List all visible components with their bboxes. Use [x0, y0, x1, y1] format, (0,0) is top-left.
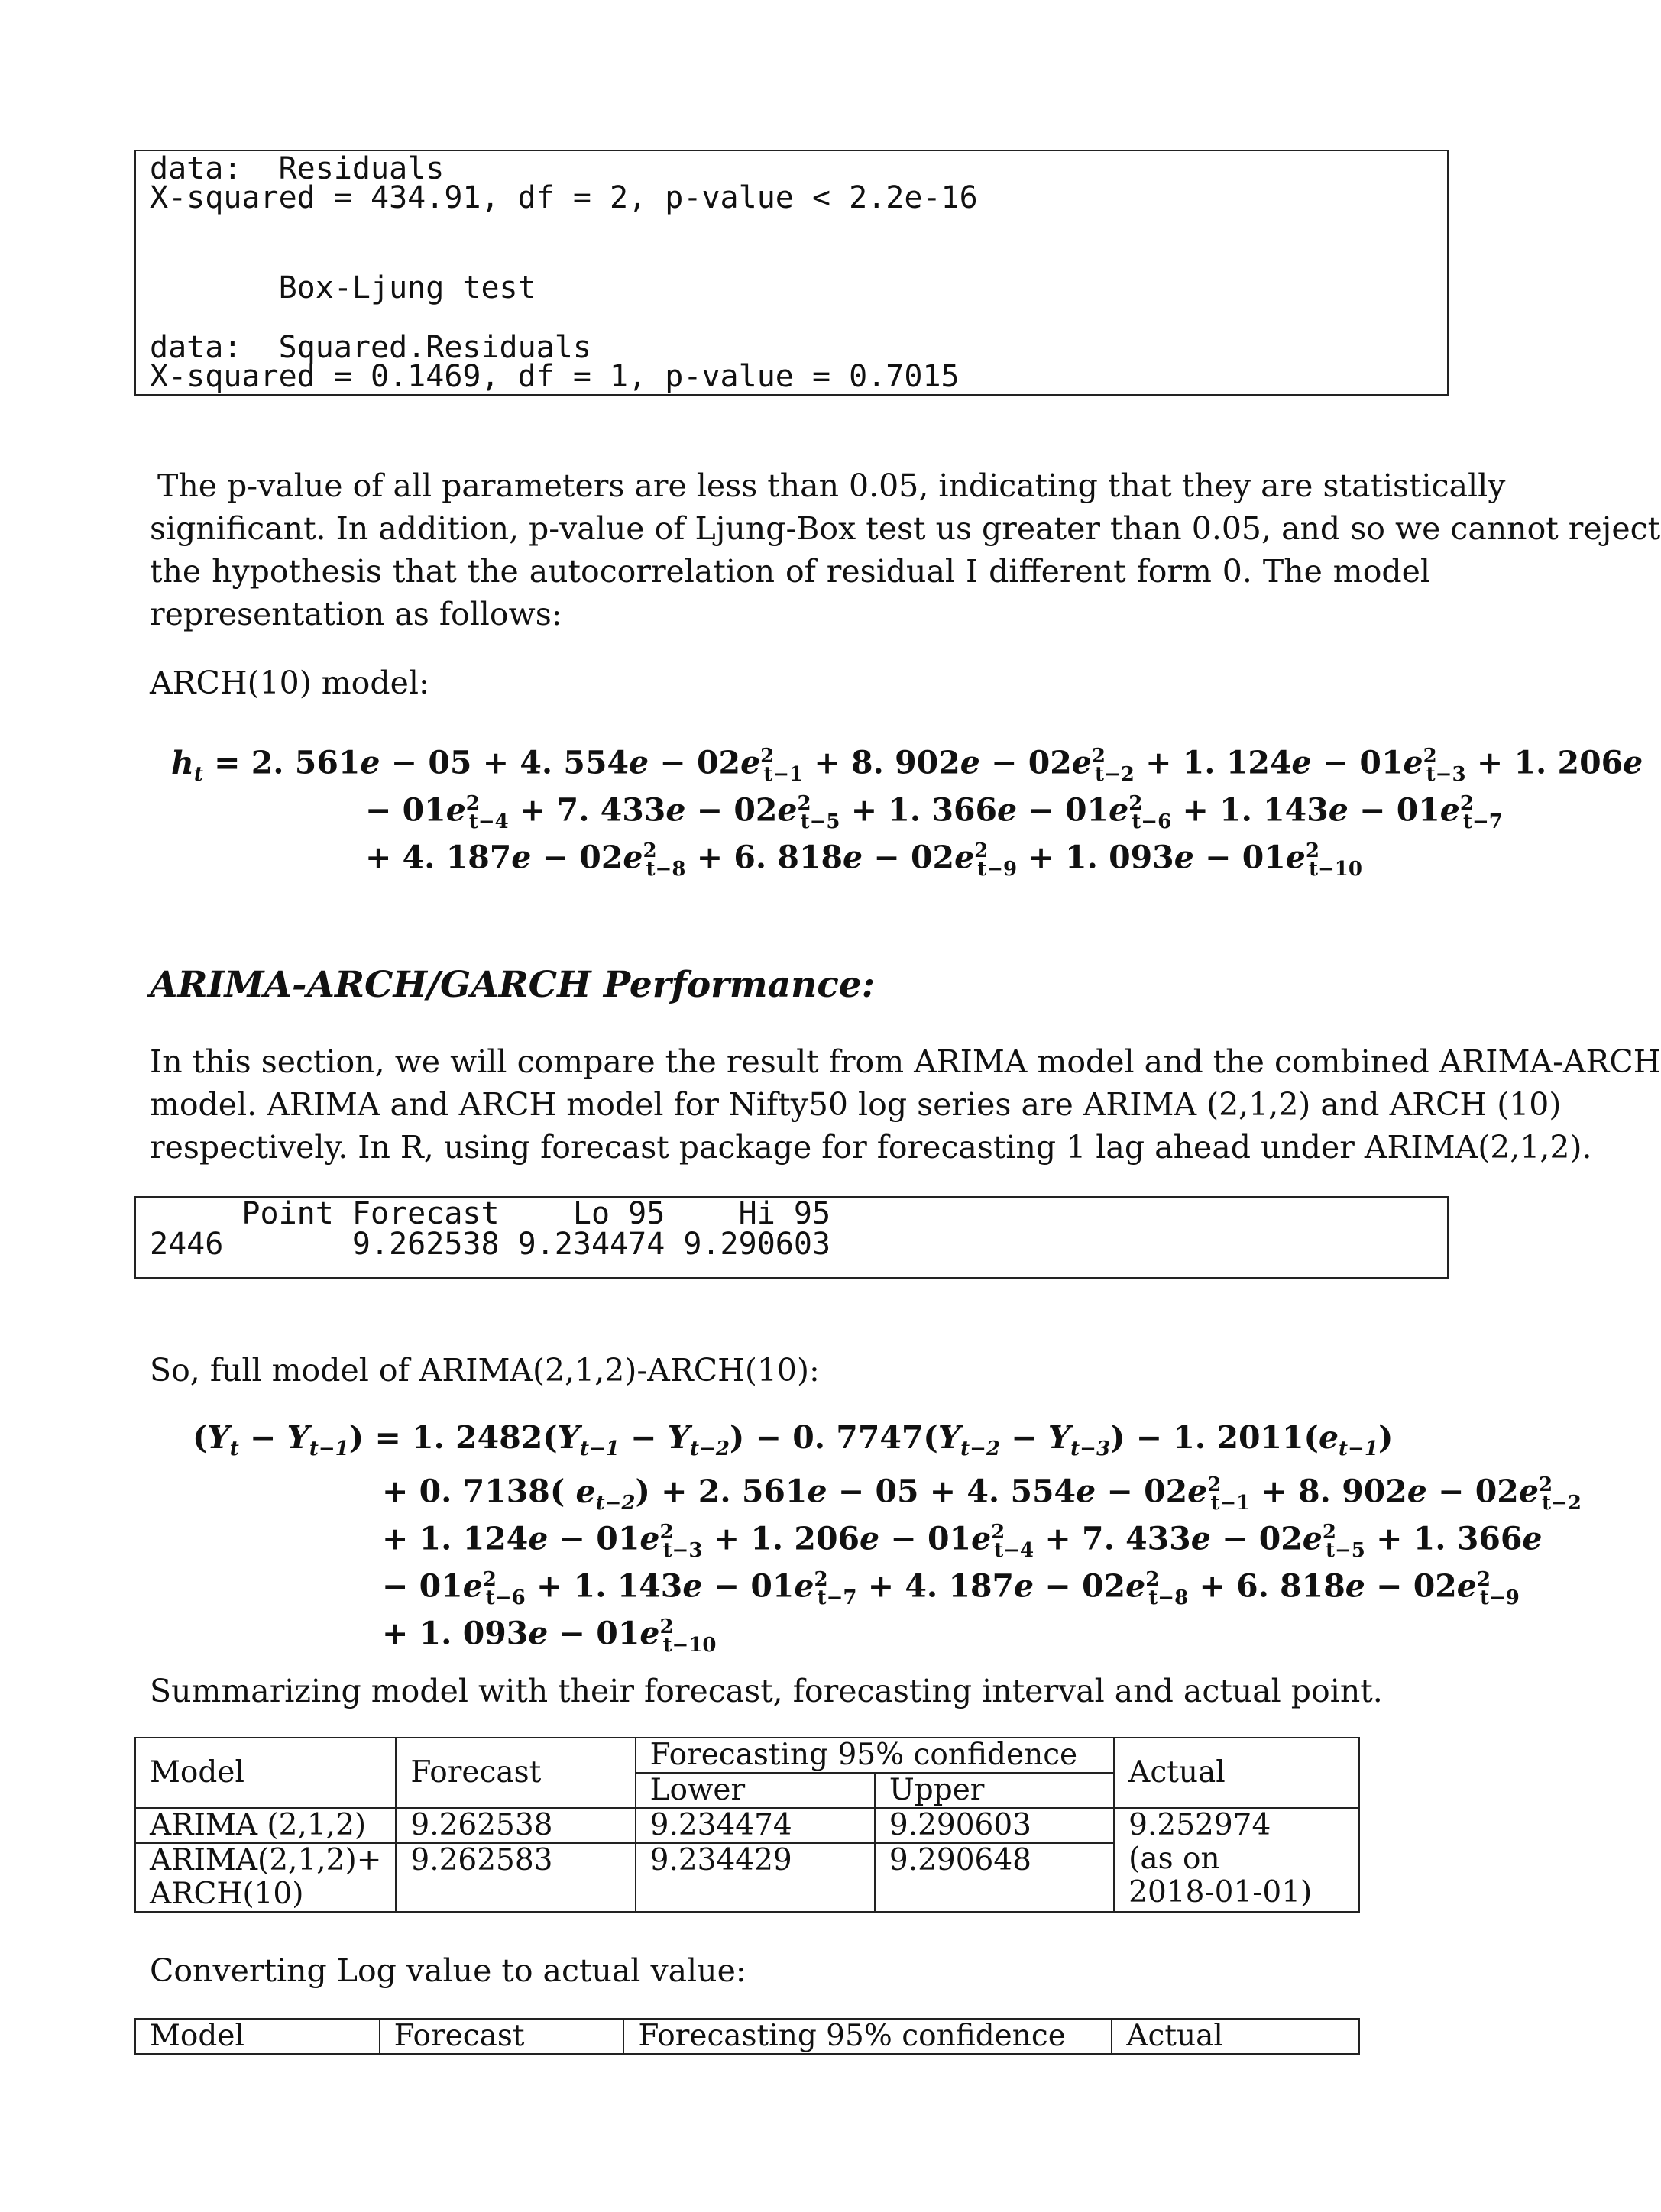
full-model-label: So, full model of ARIMA(2,1,2)-ARCH(10):: [150, 1352, 820, 1389]
cell-lower: 9.234474: [636, 1808, 875, 1843]
cell-actual: [1114, 1808, 1359, 1912]
arch-equation-line-2: − $01e^2_{t-4} + 7$. $433e - 02e^2_{t-5} + 1$. $366e - 01e^2_{t-6} + 1$. $143e - 01e^2_{t-7}$: [365, 791, 1503, 833]
cell-model: [135, 1843, 396, 1912]
header-forecast: Forecast: [380, 2019, 624, 2054]
text-line: model. ARIMA and ARCH model for Nifty50 log series are ARIMA (2,1,2) and ARCH (10): [150, 1086, 1562, 1123]
header-actual: Actual: [1112, 2019, 1359, 2054]
text-line: representation as follows:: [150, 596, 562, 632]
paragraph-comparison: [150, 1040, 1661, 1169]
header-actual: Actual: [1114, 1738, 1359, 1808]
summary-label: Summarizing model with their forecast, forecasting interval and actual point.: [150, 1673, 1383, 1709]
text-line: the hypothesis that the autocorrelation of residual I different form 0. The model: [150, 553, 1430, 590]
text-line: significant. In addition, p-value of Ljung-Box test us greater than 0.05, and so we cannot reject: [150, 510, 1661, 547]
cell-lower: 9.234429: [636, 1843, 875, 1912]
r-output-line: X-squared = 434.91, df = 2, p-value < 2.2e-16: [150, 180, 978, 215]
header-model: Model: [135, 2019, 380, 2054]
cell-model: ARIMA (2,1,2): [135, 1808, 396, 1843]
section-heading: ARIMA-ARCH/GARCH Performance:: [150, 964, 876, 1006]
cell-forecast: 9.262583: [396, 1843, 635, 1912]
header-model: Model: [135, 1738, 396, 1808]
full-equation-line-4: − $01e^2_{t-6} + 1$. $143e - 01e^2_{t-7} + 4$. $187e - 02e^2_{t-8} + 6$. $818e - 02e^2_{t-9}$: [382, 1567, 1520, 1609]
model-line: ARCH(10): [150, 1877, 304, 1911]
r-output-line: Box-Ljung test: [150, 270, 536, 306]
text-line: In this section, we will compare the result from ARIMA model and the combined ARIMA-ARCH: [150, 1043, 1661, 1080]
actual-note: (as on: [1128, 1842, 1220, 1876]
full-equation-line-3: + 1. $124e - 01e^2_{t-3} + 1$. $206e - 01e^2_{t-4} + 7$. $433e - 02e^2_{t-5} + 1$. 366e: [382, 1520, 1543, 1562]
cell-upper: 9.290603: [875, 1808, 1114, 1843]
header-confidence: Forecasting 95% confidence: [636, 1738, 1115, 1773]
arch-equation-line-1: $h_t = 2$. 561e − 05 + 4. $554e - 02e^2_{t-1} + 8$. $902e - 02e^2_{t-2} + 1$. $124e - 01e^2_{t-3} + 1$. 206e: [171, 744, 1643, 786]
forecast-row: 2446 9.262538 9.234474 9.290603: [150, 1227, 831, 1262]
actual-value-table: [134, 2018, 1360, 2055]
arch-model-label: ARCH(10) model:: [150, 665, 429, 701]
header-forecast: Forecast: [396, 1738, 635, 1808]
r-output-line: data: Residuals: [150, 151, 445, 186]
text-line: respectively. In R, using forecast package for forecasting 1 lag ahead under ARIMA(2,1,2).: [150, 1129, 1592, 1166]
header-confidence: Forecasting 95% confidence: [623, 2019, 1112, 2054]
actual-date: 2018-01-01): [1128, 1875, 1313, 1910]
r-output-line: data: Squared.Residuals: [150, 330, 591, 365]
forecast-summary-table: [134, 1737, 1360, 1913]
actual-value: 9.252974: [1128, 1808, 1271, 1842]
model-line: ARIMA(2,1,2)+: [150, 1843, 382, 1877]
text-line: The p-value of all parameters are less than 0.05, indicating that they are statistically: [157, 467, 1506, 504]
forecast-header: Point Forecast Lo 95 Hi 95: [150, 1196, 831, 1231]
full-equation-line-5: + 1. $093e - 01e^2_{t-10}$: [382, 1615, 717, 1657]
cell-upper: 9.290648: [875, 1843, 1114, 1912]
header-upper: Upper: [875, 1773, 1114, 1808]
full-equation-line-2: + 0. 7138( $e_{t-2}) + 2$. 561e − 05 + 4. $554e - 02e^2_{t-1} + 8$. $902e - 02e^2_{t-2}$: [382, 1473, 1582, 1515]
cell-forecast: 9.262538: [396, 1808, 635, 1843]
r-output-line: X-squared = 0.1469, df = 1, p-value = 0.7015: [150, 359, 960, 394]
header-lower: Lower: [636, 1773, 875, 1808]
paragraph-ljung-box: [150, 464, 1661, 635]
full-equation-line-1: $(Y_t - Y_{t-1}) = 1$. $2482(Y_{t-1} - Y_{t-2}) - 0$. $7747(Y_{t-2} - Y_{t-3}) - 1$. $2011(e_{t-1})$: [193, 1419, 1394, 1461]
table-row: [135, 1808, 1359, 1843]
convert-label: Converting Log value to actual value:: [150, 1952, 746, 1989]
arch-equation-line-3: + 4. $187e - 02e^2_{t-8} + 6$. $818e - 02e^2_{t-9} + 1$. $093e - 01e^2_{t-10}$: [365, 839, 1362, 881]
